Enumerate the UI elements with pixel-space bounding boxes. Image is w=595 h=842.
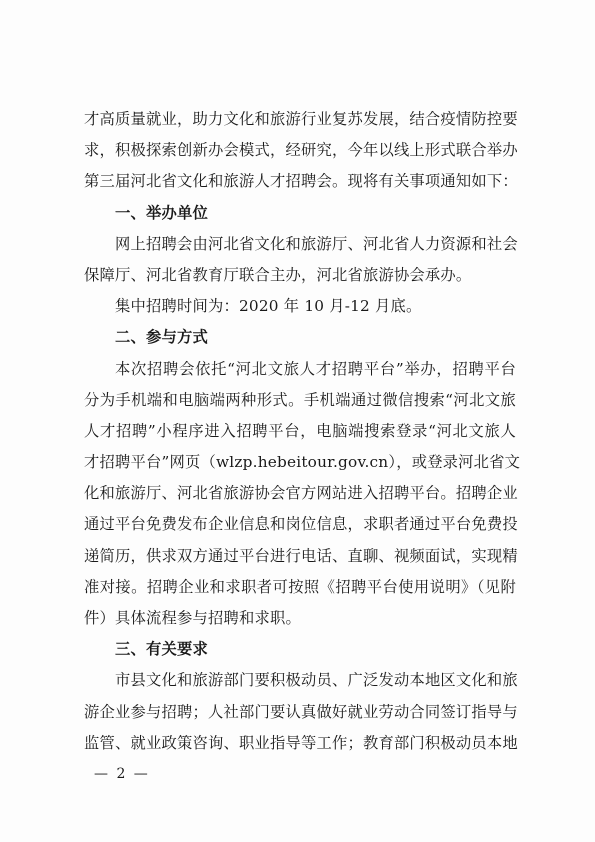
body-text-line: 准对接。招聘企业和求职者可按照《招聘平台使用说明》（见附 xyxy=(84,577,516,596)
body-text-line: 化和旅游厅、河北省旅游协会官方网站进入招聘平台。招聘企业 xyxy=(84,484,518,503)
body-text-line: 第三届河北省文化和旅游人才招聘会。现将有关事项通知如下： xyxy=(84,172,518,191)
body-text-line: 才招聘平台”网页（wlzp.hebeitour.gov.cn），或登录河北省文 xyxy=(84,453,521,472)
body-text-line: 才高质量就业，助力文化和旅游行业复苏发展，结合疫情防控要 xyxy=(84,110,518,128)
body-text-line: 游企业参与招聘；人社部门要认真做好就业劳动合同签订指导与 xyxy=(84,702,518,721)
body-text-line: 分为手机端和电脑端两种形式。手机端通过微信搜索“河北文旅 xyxy=(84,390,516,409)
document-body xyxy=(84,104,521,759)
body-text-line: 人才招聘”小程序进入招聘平台，电脑端搜索登录“河北文旅人 xyxy=(84,421,516,440)
body-text-line: 本次招聘会依托“河北文旅人才招聘平台”举办，招聘平台 xyxy=(115,359,516,378)
section-heading-organizers: 一、举办单位 xyxy=(115,203,208,222)
body-text-line: 通过平台免费发布企业信息和岗位信息，求职者通过平台免费投 xyxy=(84,515,518,534)
body-text-line: 递简历，供求双方通过平台进行电话、直聊、视频面试，实现精 xyxy=(84,546,518,565)
section-heading-participation: 二、参与方式 xyxy=(115,328,208,347)
body-text-line: 市县文化和旅游部门要积极动员、广泛发动本地区文化和旅 xyxy=(115,671,518,690)
page-number: — 2 — xyxy=(94,766,150,782)
body-text-line: 保障厅、河北省教育厅联合主办，河北省旅游协会承办。 xyxy=(84,265,472,284)
body-text-line: 件）具体流程参与招聘和求职。 xyxy=(84,609,301,627)
body-text-line: 网上招聘会由河北省文化和旅游厅、河北省人力资源和社会 xyxy=(115,234,518,253)
body-text-line: 求，积极探索创新办会模式，经研究，今年以线上形式联合举办 xyxy=(84,141,518,160)
body-text-line: 监管、就业政策咨询、职业指导等工作；教育部门积极动员本地 xyxy=(84,733,518,752)
body-text-line: 集中招聘时间为：2020 年 10 月-12 月底。 xyxy=(115,297,422,316)
section-heading-requirements: 三、有关要求 xyxy=(115,640,208,659)
